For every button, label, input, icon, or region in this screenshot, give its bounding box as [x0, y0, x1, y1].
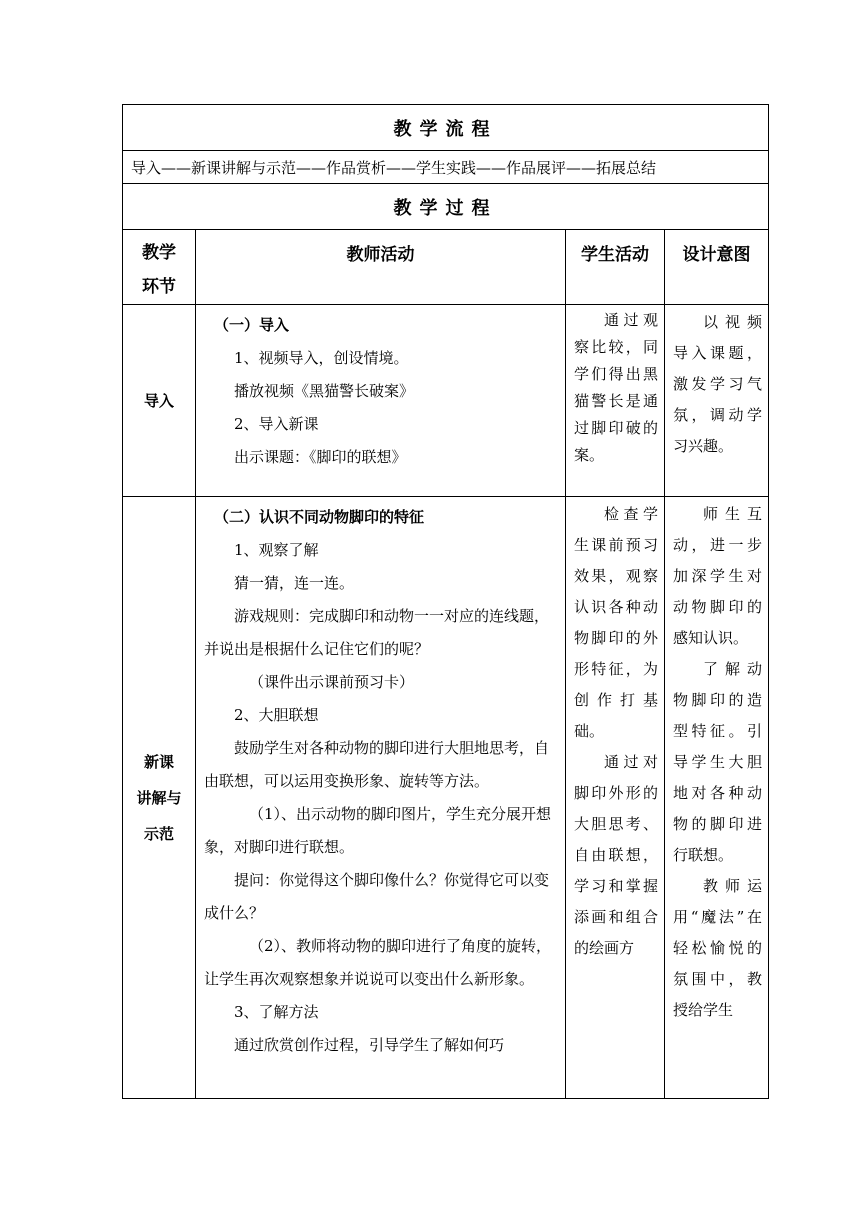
- student-paragraph: 检查学生课前预习效果，观察认识各种动物脚印的外形特征，为创作打基础。: [574, 505, 658, 740]
- design-intent-intro: [665, 305, 769, 497]
- process-title: 教学过程: [123, 184, 769, 230]
- design-paragraph: 以视频导入课题，激发学习气氛，调动学习兴趣。: [673, 313, 762, 455]
- header-teacher: 教师活动: [196, 230, 566, 305]
- flow-text: 导入——新课讲解与示范——作品赏析——学生实践——作品展评——拓展总结: [123, 151, 769, 184]
- teacher-line: 1、视频导入，创设情境。: [234, 349, 409, 367]
- design-intent-new-lesson: [665, 497, 769, 1099]
- table-row: [123, 497, 769, 1099]
- teacher-line: 播放视频《黑猫警长破案》: [234, 382, 415, 400]
- stage-line: 示范: [143, 824, 174, 843]
- stage-intro: 导入: [123, 305, 196, 497]
- design-paragraph: 师生互动，进一步加深学生对动物脚印的感知认识。: [673, 505, 762, 647]
- section-heading: （二）认识不同动物脚印的特征: [214, 508, 425, 526]
- teacher-line: 出示课题：《脚印的联想》: [234, 448, 407, 466]
- teacher-line: 2、导入新课: [234, 415, 319, 433]
- flow-title: 教学流程: [123, 105, 769, 151]
- header-stage-line2: 环节: [142, 277, 176, 297]
- stage-new-lesson: [123, 497, 196, 1099]
- teacher-line: 游戏规则：完成脚印和动物一一对应的连线题，并说出是根据什么记住它们的呢？: [204, 607, 550, 658]
- stage-line: 新课: [143, 752, 174, 771]
- teacher-line: 3、了解方法: [234, 1003, 319, 1021]
- teacher-line: （1）、出示动物的脚印图片，学生充分展开想象，对脚印进行联想。: [204, 805, 552, 856]
- table-row: [123, 305, 769, 497]
- section-heading: （一）导入: [214, 316, 290, 334]
- design-paragraph: 了解动物脚印的造型特征。引导学生大胆地对各种动物的脚印进行联想。: [673, 660, 762, 864]
- teacher-line: 鼓励学生对各种动物的脚印进行大胆地思考，自由联想，可以运用变换形象、旋转等方法。: [204, 739, 550, 790]
- student-paragraph: 通过对脚印外形的大胆思考、自由联想，学习和掌握添画和组合的绘画方: [574, 753, 658, 957]
- stage-line: 讲解与: [136, 788, 182, 807]
- header-stage-line1: 教学: [142, 243, 176, 263]
- teacher-line: 提问：你觉得这个脚印像什么？你觉得它可以变成什么？: [204, 871, 550, 922]
- student-activity-intro: [566, 305, 665, 497]
- teacher-line: 2、大胆联想: [234, 706, 319, 724]
- student-paragraph: 通过观察比较，同学们得出黑猫警长是通过脚印破的案。: [574, 311, 658, 464]
- teacher-line: 通过欣赏创作过程，引导学生了解如何巧: [234, 1036, 505, 1054]
- header-stage: [123, 230, 196, 305]
- teacher-activity-intro: [196, 305, 566, 497]
- header-student: 学生活动: [566, 230, 665, 305]
- teacher-line: （课件出示课前预习卡）: [249, 673, 415, 691]
- lesson-plan-table: [122, 104, 769, 1099]
- teacher-activity-new-lesson: [196, 497, 566, 1099]
- teacher-line: （2）、教师将动物的脚印进行了角度的旋转，让学生再次观察想象并说说可以变出什么新形象。: [204, 937, 552, 988]
- teacher-line: 1、观察了解: [234, 541, 319, 559]
- teacher-line: 猜一猜，连一连。: [234, 574, 355, 592]
- header-design: 设计意图: [665, 230, 769, 305]
- design-paragraph: 教师运用“魔法”在轻松愉悦的氛围中，教授给学生: [673, 877, 762, 1019]
- student-activity-new-lesson: [566, 497, 665, 1099]
